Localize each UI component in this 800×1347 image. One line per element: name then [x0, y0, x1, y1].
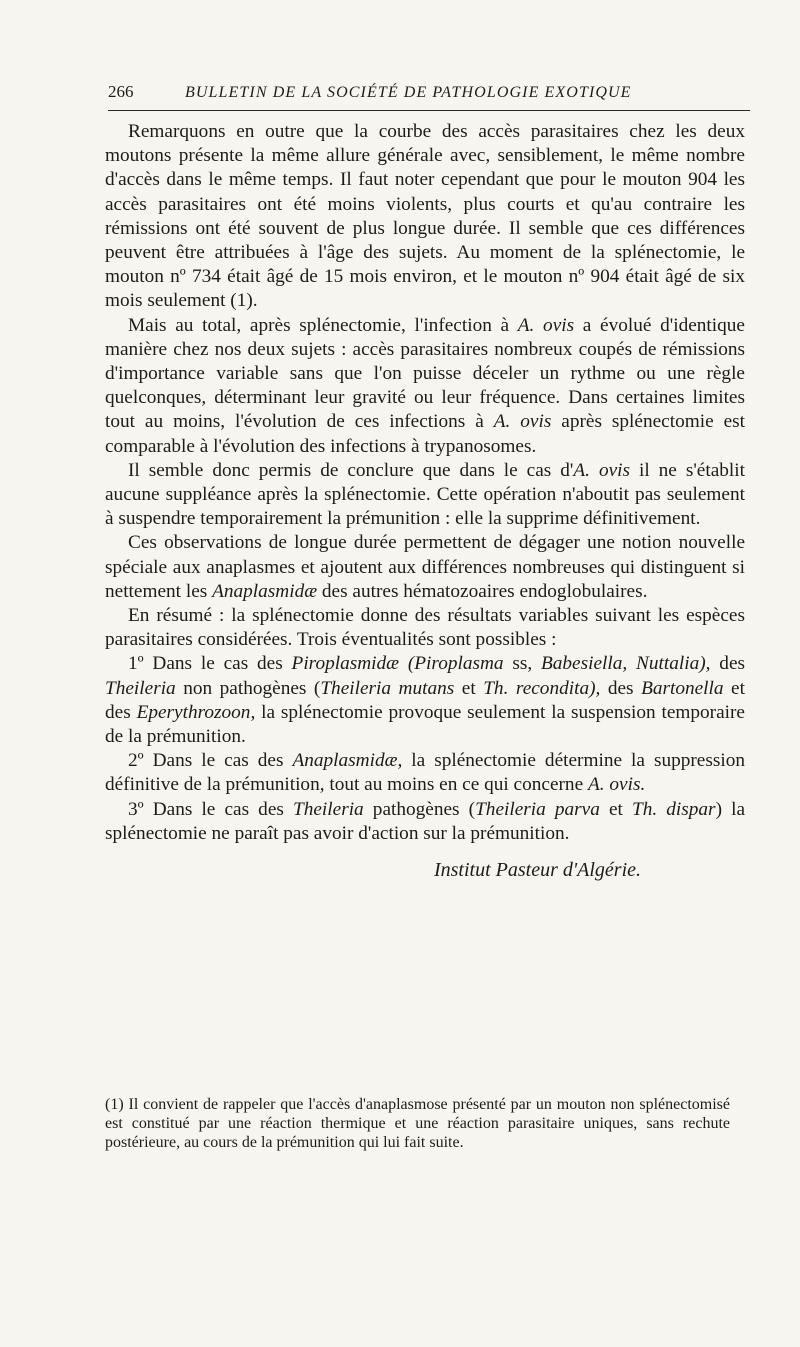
- paragraph-1: Remarquons en outre que la courbe des accès parasitaires chez les deux moutons présente la même allure générale avec, sensiblement, le même nombre d'accès dans le même temps. Il faut noter cependant que pour le mouton 904 les accès parasitaires ont été moins violents, plus courts et qu'au contraire les rémissions ont été souvent de plus longue durée. Il semble que ces différences peuvent être attribuées à l'âge des sujets. Au moment de la splénectomie, le mouton nº 734 était âgé de 15 mois environ, et le mouton nº 904 était âgé de six mois seulement (1).: [105, 121, 745, 312]
- text-run: et des: [105, 677, 745, 723]
- running-title: BULLETIN DE LA SOCIÉTÉ DE PATHOLOGIE EXOTIQUE: [185, 84, 632, 101]
- taxon-name: Anaplasmidæ,: [292, 750, 403, 772]
- institution-signature: Institut Pasteur d'Algérie.: [433, 859, 641, 882]
- paragraph-5: En résumé : la splénectomie donne des résultats variables suivant les espèces parasitaires considérées. Trois éventualités sont possibles :: [105, 605, 745, 651]
- paragraph-4: [105, 531, 745, 604]
- text-run: pathogènes (: [363, 798, 476, 820]
- text-run: la splénectomie détermine la suppression définitive de la prémunition, tout au moins en ce qui concerne: [105, 750, 745, 796]
- text-run: 3º Dans le cas des: [128, 798, 293, 820]
- text-run: ) la splénectomie ne paraît pas avoir d'action sur la prémunition.: [105, 798, 745, 844]
- text-run: des autres hématozoaires endoglobulaires.: [317, 580, 648, 602]
- text-run: après splénectomie est comparable à l'évolution des infections à trypanosomes.: [105, 411, 746, 457]
- text-run: 1º Dans le cas des: [128, 653, 292, 675]
- taxon-name: Piroplasmidæ (Piroplasma: [291, 653, 504, 675]
- paragraph-8: [105, 798, 745, 846]
- species-name: A. ovis: [493, 411, 552, 433]
- taxon-name: Anaplasmidæ: [212, 580, 318, 602]
- text-run: il ne s'établit aucune suppléance après la splénectomie. Cette opération n'aboutit pas seulement à suspendre temporairement la prémunition : elle la supprime définitivement.: [105, 459, 745, 530]
- paragraph-7: [105, 749, 745, 797]
- paragraph-2: [105, 314, 745, 459]
- footnote: [105, 1095, 730, 1152]
- taxon-name: Babesiella, Nuttalia),: [541, 653, 711, 675]
- running-header: [108, 80, 750, 111]
- body-text: [105, 120, 745, 892]
- taxon-name: Theileria mutans: [320, 677, 455, 699]
- text-run: a évolué d'identique manière chez nos deux sujets : accès parasitaires nombreux coupés de rémissions d'importance variable sans que l'on puisse déceler un rythme ou une règle quelconques, déterminant leur gravité ou leur fréquence. Dans certaines limites tout au moins, l'évolution de ces infections à: [105, 314, 745, 433]
- species-name: A. ovis: [573, 459, 631, 481]
- species-name: A. ovis: [517, 314, 575, 336]
- text-run: des: [710, 653, 745, 675]
- text-run: la splénectomie provoque seulement la suspension temporaire de la prémunition.: [105, 701, 745, 748]
- text-run: Ces observations de longue durée permettent de dégager une notion nouvelle spéciale aux anaplasmes et ajoutent aux différences nombreuses qui distinguent si nettement les: [105, 532, 745, 602]
- text-run: Il semble donc permis de conclure que dans le cas d': [128, 459, 574, 481]
- taxon-name: Theileria: [105, 677, 176, 699]
- taxon-name: Bartonella: [641, 677, 724, 699]
- text-run: ss,: [503, 653, 541, 675]
- text-run: des: [600, 677, 642, 699]
- text-run: non pathogènes (: [175, 677, 321, 699]
- paragraph-6: [105, 652, 745, 749]
- taxon-name: Th. dispar: [631, 798, 716, 820]
- taxon-name: Theileria parva: [475, 798, 600, 820]
- footnote-text: (1) Il convient de rappeler que l'accès d'anaplasmose présenté par un mouton non splénectomisé est constitué par une réaction thermique et une réaction parasitaire uniques, sans rechute postérieure, au cours de la prémunition qui lui fait suite.: [105, 1096, 730, 1151]
- text-run: 2º Dans le cas des: [128, 750, 293, 772]
- taxon-name: Theileria: [293, 798, 364, 820]
- text-run: et: [599, 798, 632, 820]
- page-number: 266: [108, 82, 134, 101]
- text-run: et: [454, 677, 484, 699]
- species-name: A. ovis.: [587, 774, 646, 796]
- taxon-name: Th. recondita),: [483, 677, 601, 699]
- paragraph-3: [105, 459, 745, 532]
- taxon-name: Eperythrozoon,: [136, 701, 256, 723]
- text-run: Mais au total, après splénectomie, l'infection à: [128, 314, 518, 336]
